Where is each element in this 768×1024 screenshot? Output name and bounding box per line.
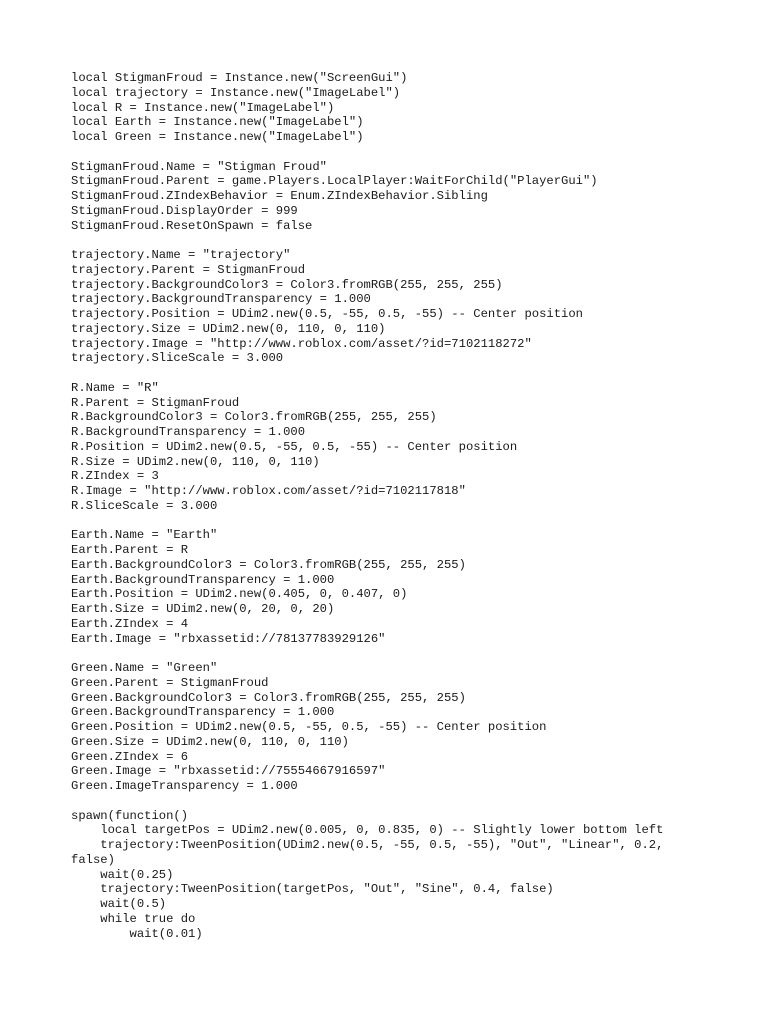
code-line: Earth.ZIndex = 4 xyxy=(71,616,189,631)
code-line: Green.Name = "Green" xyxy=(71,661,218,675)
code-line: trajectory.Name = "trajectory" xyxy=(71,248,291,262)
code-line: wait(0.5) xyxy=(71,897,167,911)
code-line: Green.ZIndex = 6 xyxy=(71,749,189,764)
code-line: R.Size = UDim2.new(0, 110, 0, 110) xyxy=(71,454,320,469)
code-line: R.BackgroundTransparency = 1.000 xyxy=(71,425,306,439)
code-line: R.Image = "http://www.roblox.com/asset/?id=7102117818" xyxy=(71,484,466,498)
code-line: Green.Position = UDim2.new(0.5, -55, 0.5, -55) -- Center position xyxy=(71,720,547,734)
code-line: wait(0.01) xyxy=(71,926,203,941)
code-line: Earth.BackgroundColor3 = Color3.fromRGB(255, 255, 255) xyxy=(71,557,466,572)
code-line: false) xyxy=(71,852,115,867)
code-line: Earth.Name = "Earth" xyxy=(71,528,218,543)
code-line: local Earth = Instance.new("ImageLabel") xyxy=(71,115,364,130)
code-line: while true do xyxy=(71,911,196,926)
code-line: local StigmanFroud = Instance.new("ScreenGui") xyxy=(71,71,408,85)
code-line: R.Position = UDim2.new(0.5, -55, 0.5, -55) -- Center position xyxy=(71,439,518,454)
code-line xyxy=(71,794,711,809)
code-line: R.ZIndex = 3 xyxy=(71,469,159,484)
code-line: StigmanFroud.Name = "Stigman Froud" xyxy=(71,159,327,174)
code-line: trajectory.Position = UDim2.new(0.5, -55, 0.5, -55) -- Center position xyxy=(71,307,583,321)
code-line: StigmanFroud.ResetOnSpawn = false xyxy=(71,218,313,233)
code-line: local Green = Instance.new("ImageLabel") xyxy=(71,130,364,144)
code-line: trajectory.Parent = StigmanFroud xyxy=(71,262,306,277)
code-line xyxy=(71,233,711,248)
code-line: Earth.Position = UDim2.new(0.405, 0, 0.407, 0) xyxy=(71,587,408,602)
code-line: R.Parent = StigmanFroud xyxy=(71,395,240,410)
code-line: StigmanFroud.Parent = game.Players.LocalPlayer:WaitForChild("PlayerGui") xyxy=(71,174,598,189)
code-line: local R = Instance.new("ImageLabel") xyxy=(71,100,335,115)
code-line: Green.Image = "rbxassetid://75554667916597" xyxy=(71,764,386,779)
code-line: Green.BackgroundTransparency = 1.000 xyxy=(71,705,335,720)
code-line: Earth.Size = UDim2.new(0, 20, 0, 20) xyxy=(71,602,335,616)
code-line: trajectory.BackgroundColor3 = Color3.fromRGB(255, 255, 255) xyxy=(71,277,503,292)
code-line: spawn(function() xyxy=(71,808,189,823)
code-line xyxy=(71,366,711,381)
code-line: StigmanFroud.ZIndexBehavior = Enum.ZIndexBehavior.Sibling xyxy=(71,189,488,203)
code-line: Earth.Image = "rbxassetid://78137783929126" xyxy=(71,631,386,646)
code-line: local targetPos = UDim2.new(0.005, 0, 0.835, 0) -- Slightly lower bottom left xyxy=(71,823,664,838)
code-line: Green.Parent = StigmanFroud xyxy=(71,675,269,690)
code-line: trajectory.Size = UDim2.new(0, 110, 0, 110) xyxy=(71,321,386,336)
code-line: trajectory:TweenPosition(UDim2.new(0.5, -55, 0.5, -55), "Out", "Linear", 0.2, xyxy=(71,838,664,852)
code-line: R.SliceScale = 3.000 xyxy=(71,498,218,513)
code-line: StigmanFroud.DisplayOrder = 999 xyxy=(71,203,298,218)
code-line: R.BackgroundColor3 = Color3.fromRGB(255, 255, 255) xyxy=(71,410,437,425)
code-line: trajectory.SliceScale = 3.000 xyxy=(71,351,284,366)
code-line: local trajectory = Instance.new("ImageLabel") xyxy=(71,85,401,100)
code-line: trajectory.Image = "http://www.roblox.com/asset/?id=7102118272" xyxy=(71,336,532,351)
code-line xyxy=(71,145,711,160)
code-block xyxy=(71,71,711,941)
code-line: Green.BackgroundColor3 = Color3.fromRGB(255, 255, 255) xyxy=(71,690,466,705)
code-line: trajectory:TweenPosition(targetPos, "Out", "Sine", 0.4, false) xyxy=(71,882,554,897)
code-line xyxy=(71,514,711,529)
code-line: R.Name = "R" xyxy=(71,380,159,395)
code-line: Earth.Parent = R xyxy=(71,543,189,557)
code-line: Earth.BackgroundTransparency = 1.000 xyxy=(71,572,335,587)
code-line: Green.Size = UDim2.new(0, 110, 0, 110) xyxy=(71,734,349,749)
code-line: wait(0.25) xyxy=(71,867,174,882)
code-line: Green.ImageTransparency = 1.000 xyxy=(71,779,298,793)
code-line: trajectory.BackgroundTransparency = 1.000 xyxy=(71,292,371,307)
code-line xyxy=(71,646,711,661)
